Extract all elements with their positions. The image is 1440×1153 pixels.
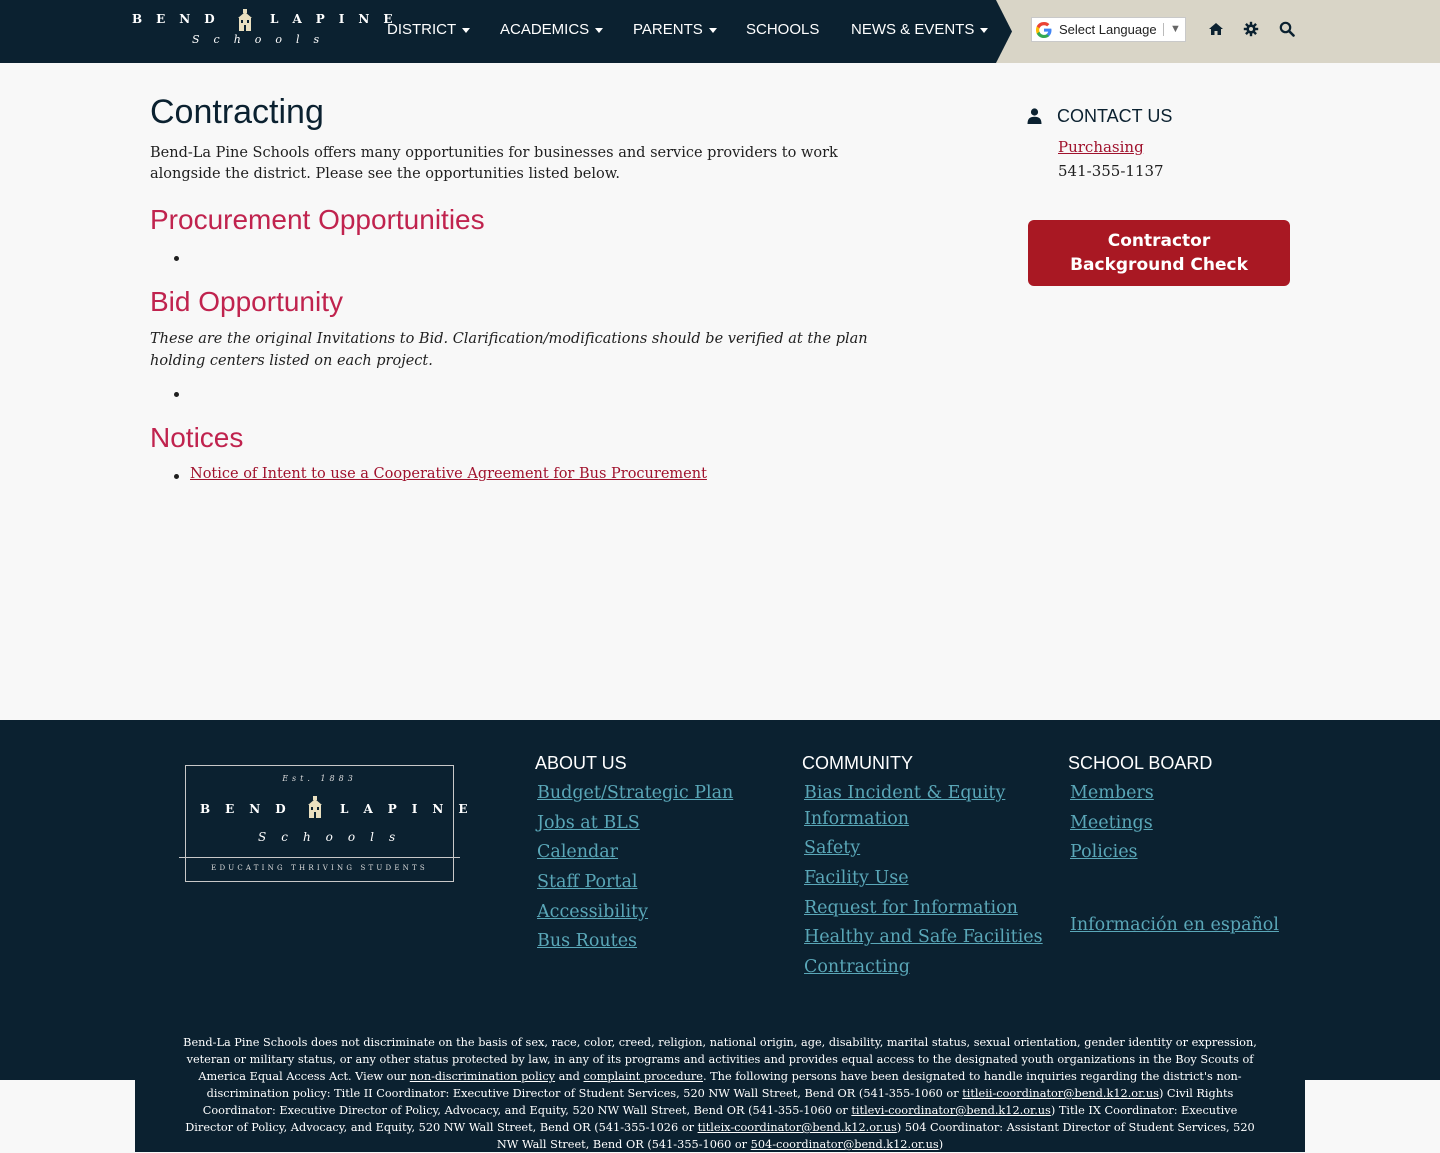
notice-link[interactable]: Notice of Intent to use a Cooperative Agreement for Bus Procurement	[190, 466, 707, 482]
page-title: Contracting	[150, 93, 324, 131]
button-label-line2: Background Check	[1070, 255, 1248, 275]
titlevi-email-link[interactable]: titlevi-coordinator@bend.k12.or.us	[851, 1104, 1051, 1117]
contact-phone: 541-355-1137	[1058, 162, 1164, 180]
nav-academics[interactable]	[500, 0, 603, 60]
legal-text: and	[555, 1070, 584, 1083]
footer-link-jobs[interactable]: Jobs at BLS	[537, 813, 640, 833]
legal-text: )	[938, 1138, 944, 1151]
footer-logo-name	[200, 802, 483, 816]
footer-link-request-info[interactable]: Request for Information	[804, 898, 1018, 918]
nav-schools[interactable]	[746, 0, 819, 60]
caret-down-icon	[709, 28, 717, 33]
footer-link-calendar[interactable]: Calendar	[537, 842, 619, 862]
footer-link-safety[interactable]: Safety	[804, 838, 861, 858]
nav-news-events[interactable]	[851, 0, 988, 60]
footer-link-budget[interactable]: Budget/Strategic Plan	[537, 783, 734, 803]
legal-text: ) 504 Coordinator: Assistant Director of Student Services, 520 NW Wall Street, Bend OR (541-355-1060 or	[496, 1121, 1255, 1151]
footer-logo-schools: Schools	[258, 830, 411, 844]
language-select-label: Select Language	[1059, 22, 1157, 37]
footer-link-meetings[interactable]: Meetings	[1070, 813, 1153, 833]
site-logo[interactable]	[132, 9, 407, 53]
purchasing-link[interactable]: Purchasing	[1058, 138, 1144, 156]
list-bullet	[174, 474, 179, 479]
footer-board-heading: SCHOOL BOARD	[1068, 753, 1213, 773]
select-divider	[1163, 23, 1164, 36]
section504-email-link[interactable]: 504-coordinator@bend.k12.or.us	[750, 1138, 939, 1151]
footer-logo-bend: BEND	[200, 802, 301, 816]
footer-logo-tagline: EDUCATING THRIVING STUDENTS	[211, 864, 428, 872]
footer-link-staff-portal[interactable]: Staff Portal	[537, 872, 638, 892]
footer-logo-est: Est. 1883	[282, 774, 357, 783]
footer-community-heading: COMMUNITY	[802, 753, 913, 773]
legal-text: Bend-La Pine Schools does not discriminate on the basis of sex, race, color, creed, religion, national origin, age, disability, marital status, sexual orientation, gender identity or expression, veteran or military status, or any other status protected by law, in any of its programs and activities and provides equal access to the designated youth organizations in the Boy Scouts of America Equal Access Act. View our	[183, 1036, 1257, 1083]
footer-link-accessibility[interactable]: Accessibility	[537, 902, 649, 922]
footer-link-bus-routes[interactable]: Bus Routes	[537, 931, 638, 951]
footer-logo-rule	[179, 857, 460, 858]
nav-parents[interactable]	[633, 0, 717, 60]
user-icon	[1027, 108, 1042, 124]
titleii-email-link[interactable]: titleii-coordinator@bend.k12.or.us	[962, 1087, 1159, 1100]
google-g-icon	[1036, 22, 1052, 38]
logo-word-schools: Schools	[192, 33, 334, 46]
footer-link-bias-incident[interactable]: Bias Incident & Equity	[804, 783, 1006, 803]
nav-district[interactable]	[387, 0, 470, 60]
non-discrimination-notice	[180, 1034, 1260, 1153]
schoolhouse-icon	[306, 796, 324, 818]
complaint-procedure-link[interactable]: complaint procedure	[583, 1070, 703, 1083]
contractor-background-check-button[interactable]	[1028, 220, 1290, 286]
notices-heading: Notices	[150, 422, 244, 453]
footer-link-contracting[interactable]: Contracting	[804, 957, 910, 977]
intro-paragraph: Bend-La Pine Schools offers many opportunities for businesses and service providers to work alongside the district. Please see the opportunities listed below.	[150, 145, 838, 182]
titleix-email-link[interactable]: titleix-coordinator@bend.k12.or.us	[697, 1121, 897, 1134]
gear-icon[interactable]	[1243, 21, 1259, 37]
button-label-line1: Contractor	[1107, 231, 1211, 251]
caret-down-icon	[462, 28, 470, 33]
bid-heading: Bid Opportunity	[150, 286, 343, 317]
empty-list-item	[174, 256, 179, 261]
nav-parents-label: PARENTS	[633, 21, 703, 38]
procurement-heading: Procurement Opportunities	[150, 204, 485, 235]
footer-about-heading: ABOUT US	[535, 753, 627, 773]
logo-word-bend: BEND	[132, 12, 229, 26]
footer-link-spanish[interactable]: Información en español	[1070, 915, 1279, 935]
footer-link-bias-incident-line2[interactable]: Information	[804, 809, 910, 829]
non-discrimination-policy-link[interactable]: non-discrimination policy	[409, 1070, 556, 1083]
footer-link-policies[interactable]: Policies	[1070, 842, 1138, 862]
caret-down-icon	[595, 28, 603, 33]
legal-text: ) Civil Rights Coordinator: Executive Director of Policy, Advocacy, and Equity, 520 NW Wall Street, Bend OR (541-355-1060 or	[202, 1087, 1234, 1117]
legal-text: ) Title IX Coordinator: Executive Director of Policy, Advocacy, and Equity, 520 NW Wall Street, Bend OR (541-355-1026 or	[185, 1104, 1238, 1134]
empty-list-item	[174, 392, 179, 397]
contact-heading: CONTACT US	[1057, 106, 1173, 126]
schoolhouse-icon	[236, 9, 254, 31]
nav-schools-label: SCHOOLS	[746, 21, 820, 38]
nav-district-label: DISTRICT	[387, 21, 457, 38]
language-select[interactable]	[1031, 17, 1186, 42]
caret-down-icon	[980, 28, 988, 33]
footer-logo	[185, 765, 483, 882]
chevron-down-icon: ▼	[1170, 23, 1181, 35]
bid-note: These are the original Invitations to Bid. Clarification/modifications should be verified at the plan holding centers listed on each project.	[150, 331, 868, 369]
footer-logo-lapine: LAPINE	[340, 802, 483, 816]
nav-news-events-label: NEWS & EVENTS	[851, 21, 975, 38]
footer-link-facility-use[interactable]: Facility Use	[804, 868, 909, 888]
logo-word-lapine: LAPINE	[270, 12, 407, 26]
footer-link-members[interactable]: Members	[1070, 783, 1154, 803]
search-icon[interactable]	[1279, 21, 1295, 37]
home-icon[interactable]	[1208, 21, 1224, 37]
nav-academics-label: ACADEMICS	[500, 21, 590, 38]
legal-text: . The following persons have been designated to handle inquiries regarding the district's non-discrimination policy: Title II Coordinator: Executive Director of Student Services, 520 NW Wall Street, Bend OR (541-355-1060 or	[206, 1070, 1242, 1100]
footer-link-healthy-facilities[interactable]: Healthy and Safe Facilities	[804, 927, 1043, 947]
